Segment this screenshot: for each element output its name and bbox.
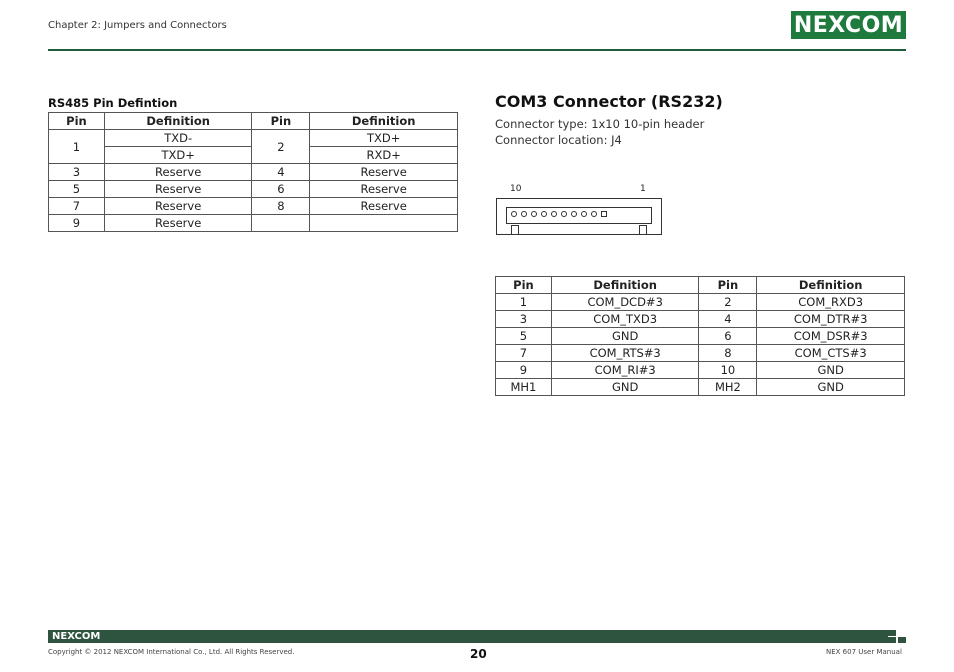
table-row [496, 311, 905, 328]
page-number: 20 [470, 647, 487, 661]
table-cell: 8 [699, 345, 757, 362]
header-definition: Definition [551, 277, 699, 294]
table-cell: 7 [496, 345, 552, 362]
pin-label-1: 1 [640, 184, 646, 194]
table-cell: TXD- [104, 130, 252, 147]
table-cell: 4 [699, 311, 757, 328]
header-definition: Definition [104, 113, 252, 130]
pin-6 [551, 211, 557, 217]
table-cell: 2 [252, 130, 310, 164]
table-cell: COM_CTS#3 [757, 345, 905, 362]
table-cell: COM_DCD#3 [551, 294, 699, 311]
pin-1 [601, 211, 607, 217]
table-cell: 6 [252, 181, 310, 198]
table-cell: 6 [699, 328, 757, 345]
table-cell: GND [551, 328, 699, 345]
table-row [49, 181, 458, 198]
table-cell: Reserve [104, 181, 252, 198]
rs485-pin-table [48, 112, 458, 232]
table-row [49, 215, 458, 232]
table-cell: 3 [49, 164, 105, 181]
table-header-row [49, 113, 458, 130]
table-cell: GND [757, 362, 905, 379]
pin-label-10: 10 [510, 184, 522, 194]
table-row [496, 328, 905, 345]
pin-2 [591, 211, 597, 217]
connector-info [495, 116, 704, 148]
table-cell: COM_DTR#3 [757, 311, 905, 328]
connector-diagram [496, 198, 662, 235]
table-cell [310, 215, 458, 232]
table-cell: Reserve [310, 164, 458, 181]
table-cell: MH1 [496, 379, 552, 396]
header-pin: Pin [252, 113, 310, 130]
table-cell: COM_RXD3 [757, 294, 905, 311]
table-cell: 9 [496, 362, 552, 379]
table-cell: 1 [496, 294, 552, 311]
pin-4 [571, 211, 577, 217]
table-cell: MH2 [699, 379, 757, 396]
connector-type: Connector type: 1x10 10-pin header [495, 117, 705, 131]
pin-3 [581, 211, 587, 217]
table-row [49, 164, 458, 181]
com3-title: COM3 Connector (RS232) [495, 92, 723, 111]
table-cell: 1 [49, 130, 105, 164]
footer-logo: NEXCOM [52, 631, 101, 642]
header-divider [48, 49, 906, 51]
table-cell: 8 [252, 198, 310, 215]
table-cell: Reserve [104, 215, 252, 232]
table-cell: TXD+ [310, 130, 458, 147]
header-pin: Pin [699, 277, 757, 294]
table-row [49, 130, 458, 147]
table-cell: RXD+ [310, 147, 458, 164]
table-cell: 5 [49, 181, 105, 198]
pin-7 [541, 211, 547, 217]
pin-5 [561, 211, 567, 217]
header-definition: Definition [757, 277, 905, 294]
footer-squares-icon [888, 630, 906, 643]
table-cell: 3 [496, 311, 552, 328]
table-cell [252, 215, 310, 232]
connector-tab-left [511, 225, 519, 234]
nexcom-logo [791, 11, 906, 39]
header-pin: Pin [496, 277, 552, 294]
table-cell: COM_TXD3 [551, 311, 699, 328]
connector-pins [511, 211, 607, 217]
table-cell: 5 [496, 328, 552, 345]
table-cell: 7 [49, 198, 105, 215]
table-cell: GND [551, 379, 699, 396]
table-cell: TXD+ [104, 147, 252, 164]
table-row [496, 379, 905, 396]
pin-9 [521, 211, 527, 217]
table-row [49, 198, 458, 215]
table-cell: 10 [699, 362, 757, 379]
table-header-row [496, 277, 905, 294]
table-row [496, 294, 905, 311]
table-cell: Reserve [310, 198, 458, 215]
table-cell: COM_RI#3 [551, 362, 699, 379]
table-cell: COM_RTS#3 [551, 345, 699, 362]
table-cell: 4 [252, 164, 310, 181]
com3-pin-table [495, 276, 905, 396]
table-cell: COM_DSR#3 [757, 328, 905, 345]
rs485-title: RS485 Pin Defintion [48, 96, 178, 110]
table-cell: GND [757, 379, 905, 396]
table-cell: 2 [699, 294, 757, 311]
chapter-title: Chapter 2: Jumpers and Connectors [48, 20, 227, 31]
table-row [496, 362, 905, 379]
table-cell: 9 [49, 215, 105, 232]
footer-bar [48, 630, 906, 643]
header-definition: Definition [310, 113, 458, 130]
table-cell: Reserve [104, 164, 252, 181]
connector-tab-right [639, 225, 647, 234]
pin-10 [511, 211, 517, 217]
header-pin: Pin [49, 113, 105, 130]
manual-name: NEX 607 User Manual [826, 648, 902, 656]
table-row [496, 345, 905, 362]
pin-8 [531, 211, 537, 217]
copyright-text: Copyright © 2012 NEXCOM International Co., Ltd. All Rights Reserved. [48, 648, 295, 656]
table-cell: Reserve [104, 198, 252, 215]
logo-text: NEXCOM [793, 12, 904, 38]
table-cell: Reserve [310, 181, 458, 198]
connector-location: Connector location: J4 [495, 133, 622, 147]
